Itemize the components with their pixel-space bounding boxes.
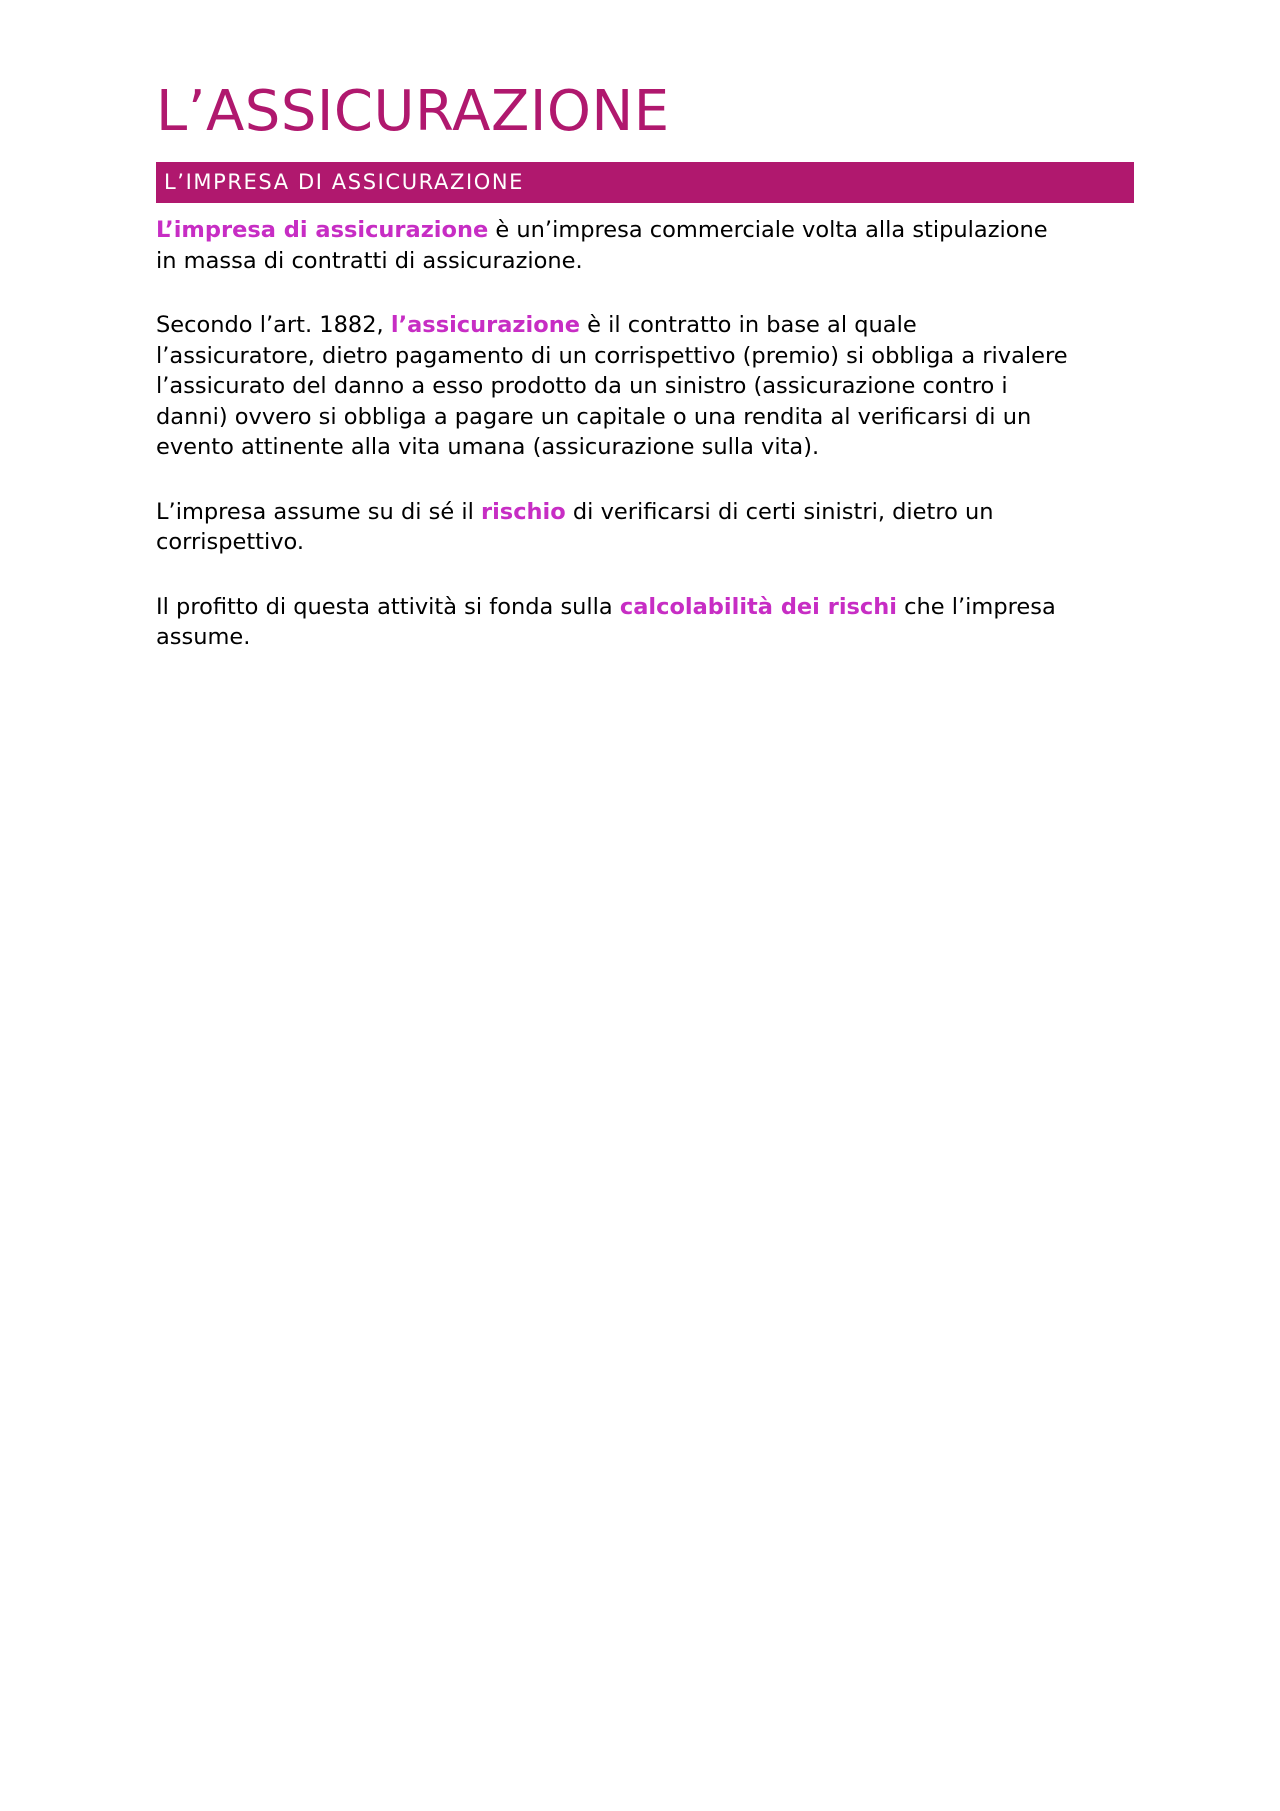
paragraph-text: in massa di contratti di assicurazione. bbox=[156, 247, 583, 274]
paragraph bbox=[156, 215, 1134, 276]
paragraph-text: l’assicurato del danno a esso prodotto da un sinistro (assicurazione contro i bbox=[156, 373, 1008, 399]
page-title: L’ASSICURAZIONE bbox=[156, 79, 670, 144]
document-page bbox=[156, 72, 1134, 687]
paragraph-text: L’impresa assume su di sé il bbox=[156, 498, 481, 525]
paragraph bbox=[156, 592, 1134, 653]
paragraph-text: è un’impresa commerciale volta alla stipulazione bbox=[488, 217, 1048, 243]
paragraph bbox=[156, 497, 1134, 558]
highlighted-term: l’assicurazione bbox=[390, 312, 580, 338]
paragraph-text: Secondo l’art. 1882, bbox=[156, 312, 391, 338]
section-heading: L’IMPRESA DI ASSICURAZIONE bbox=[156, 162, 1134, 203]
paragraph-text: Il profitto di questa attività si fonda sulla bbox=[156, 593, 620, 620]
highlighted-term: L’impresa di assicurazione bbox=[156, 217, 489, 243]
paragraph-text: corrispettivo. bbox=[156, 529, 305, 555]
highlighted-term: rischio bbox=[481, 498, 566, 525]
document-body bbox=[156, 215, 1134, 653]
paragraph-text: di verificarsi di certi sinistri, dietro un bbox=[565, 498, 994, 525]
paragraph bbox=[156, 310, 1134, 463]
highlighted-term: calcolabilità dei rischi bbox=[619, 593, 897, 620]
paragraph-text: che l’impresa bbox=[897, 593, 1056, 620]
paragraph-text: danni) ovvero si obbliga a pagare un capitale o una rendita al verificarsi di un bbox=[156, 403, 1032, 430]
paragraph-text: l’assicuratore, dietro pagamento di un corrispettivo (premio) si obbliga a rivalere bbox=[156, 342, 1068, 369]
paragraph-text: assume. bbox=[156, 624, 251, 650]
paragraph-text: è il contratto in base al quale bbox=[579, 312, 917, 338]
paragraph-text: evento attinente alla vita umana (assicurazione sulla vita). bbox=[156, 434, 820, 460]
